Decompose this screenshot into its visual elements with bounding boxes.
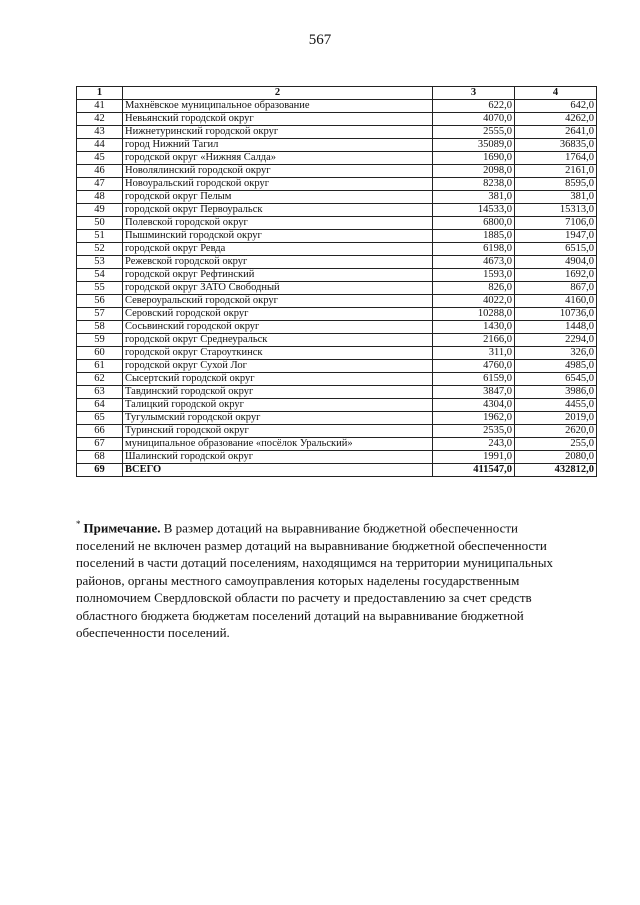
row-value-col3: 2535,0 [433, 425, 515, 438]
table-header-row [77, 87, 597, 100]
row-municipality: Пышминский городской округ [123, 230, 433, 243]
row-number: 66 [77, 425, 123, 438]
row-value-col3: 10288,0 [433, 308, 515, 321]
row-number: 42 [77, 113, 123, 126]
page-number: 567 [308, 32, 332, 48]
table-row [77, 165, 597, 178]
row-value-col3: 4760,0 [433, 360, 515, 373]
row-municipality: Режевской городской округ [123, 256, 433, 269]
row-number: 46 [77, 165, 123, 178]
row-number: 48 [77, 191, 123, 204]
row-number: 64 [77, 399, 123, 412]
row-value-col3: 4304,0 [433, 399, 515, 412]
row-municipality: Сосьвинский городской округ [123, 321, 433, 334]
row-value-col3: 1430,0 [433, 321, 515, 334]
row-number: 43 [77, 126, 123, 139]
table-row [77, 113, 597, 126]
row-municipality: Сысертский городской округ [123, 373, 433, 386]
row-value-col3: 2166,0 [433, 334, 515, 347]
row-value-col4: 1692,0 [515, 269, 597, 282]
row-value-col4: 4904,0 [515, 256, 597, 269]
row-number: 67 [77, 438, 123, 451]
row-value-col4: 4455,0 [515, 399, 597, 412]
row-number: 52 [77, 243, 123, 256]
table-row [77, 373, 597, 386]
row-municipality: городской округ Рефтинский [123, 269, 433, 282]
table-row [77, 321, 597, 334]
row-value-col3: 3847,0 [433, 386, 515, 399]
row-value-col4: 1947,0 [515, 230, 597, 243]
row-value-col3: 1593,0 [433, 269, 515, 282]
row-value-col4: 7106,0 [515, 217, 597, 230]
row-municipality: город Нижний Тагил [123, 139, 433, 152]
row-value-col4: 4160,0 [515, 295, 597, 308]
row-value-col4: 255,0 [515, 438, 597, 451]
row-number: 50 [77, 217, 123, 230]
row-value-col3: 35089,0 [433, 139, 515, 152]
row-municipality: городской округ «Нижняя Салда» [123, 152, 433, 165]
footnote [76, 516, 556, 642]
row-number: 51 [77, 230, 123, 243]
header-col-3: 3 [433, 87, 515, 100]
row-value-col3: 14533,0 [433, 204, 515, 217]
table-row [77, 282, 597, 295]
row-value-col4: 3986,0 [515, 386, 597, 399]
table-row [77, 217, 597, 230]
row-value-col4: 4985,0 [515, 360, 597, 373]
table-row [77, 230, 597, 243]
table-row [77, 399, 597, 412]
row-value-col4: 4262,0 [515, 113, 597, 126]
row-municipality: Тавдинский городской округ [123, 386, 433, 399]
row-municipality: Талицкий городской округ [123, 399, 433, 412]
row-value-col3: 622,0 [433, 100, 515, 113]
row-number: 49 [77, 204, 123, 217]
row-municipality: городской округ Ревда [123, 243, 433, 256]
total-row [77, 464, 597, 477]
row-number: 41 [77, 100, 123, 113]
footnote-mark: * [76, 519, 81, 529]
header-col-2: 2 [123, 87, 433, 100]
header-col-4: 4 [515, 87, 597, 100]
table-row [77, 178, 597, 191]
row-value-col4: 2641,0 [515, 126, 597, 139]
row-municipality: городской округ Пелым [123, 191, 433, 204]
row-number: 53 [77, 256, 123, 269]
row-number: 62 [77, 373, 123, 386]
header-col-1: 1 [77, 87, 123, 100]
table-row [77, 256, 597, 269]
row-value-col3: 1991,0 [433, 451, 515, 464]
row-municipality: городской округ Первоуральск [123, 204, 433, 217]
row-number: 60 [77, 347, 123, 360]
row-value-col4: 6545,0 [515, 373, 597, 386]
row-municipality: муниципальное образование «посёлок Уральский» [123, 438, 433, 451]
total-value-col3: 411547,0 [433, 464, 515, 477]
row-municipality: городской округ Староуткинск [123, 347, 433, 360]
row-value-col4: 2161,0 [515, 165, 597, 178]
row-value-col4: 381,0 [515, 191, 597, 204]
table-row [77, 347, 597, 360]
row-number: 55 [77, 282, 123, 295]
row-municipality: городской округ Среднеуральск [123, 334, 433, 347]
row-number: 44 [77, 139, 123, 152]
row-value-col3: 1962,0 [433, 412, 515, 425]
table-row [77, 126, 597, 139]
row-value-col3: 4673,0 [433, 256, 515, 269]
row-value-col4: 326,0 [515, 347, 597, 360]
row-value-col4: 8595,0 [515, 178, 597, 191]
row-number: 47 [77, 178, 123, 191]
row-number: 57 [77, 308, 123, 321]
row-number: 56 [77, 295, 123, 308]
table-row [77, 425, 597, 438]
row-value-col4: 2080,0 [515, 451, 597, 464]
row-municipality: Новолялинский городской округ [123, 165, 433, 178]
subsidy-table [76, 86, 597, 477]
row-value-col3: 1690,0 [433, 152, 515, 165]
row-value-col3: 381,0 [433, 191, 515, 204]
row-municipality: городской округ Сухой Лог [123, 360, 433, 373]
table-row [77, 191, 597, 204]
row-value-col3: 826,0 [433, 282, 515, 295]
row-value-col3: 243,0 [433, 438, 515, 451]
row-number: 68 [77, 451, 123, 464]
row-number: 65 [77, 412, 123, 425]
table-row [77, 295, 597, 308]
row-municipality: Нижнетуринский городской округ [123, 126, 433, 139]
row-municipality: Шалинский городской округ [123, 451, 433, 464]
row-value-col4: 1764,0 [515, 152, 597, 165]
footnote-text: В размер дотаций на выравнивание бюджетной обеспеченности поселений не включен размер дотаций на выравнивание бюджетной обеспеченности поселений в части дотаций поселениям, находящимся на территории муниципальных районов, органы местного самоуправления которых наделены государственным полномочием Свердловской области по расчету и предоставлению за счет средств областного бюджета бюджетам поселений дотаций на выравнивание бюджетной обеспеченности поселений. [76, 520, 553, 641]
row-number: 54 [77, 269, 123, 282]
table-row [77, 360, 597, 373]
table-row [77, 386, 597, 399]
table-row [77, 152, 597, 165]
total-label: ВСЕГО [123, 464, 433, 477]
row-municipality: Туринский городской округ [123, 425, 433, 438]
row-value-col4: 15313,0 [515, 204, 597, 217]
table-row [77, 100, 597, 113]
row-value-col4: 6515,0 [515, 243, 597, 256]
table-row [77, 204, 597, 217]
table-row [77, 139, 597, 152]
row-number: 59 [77, 334, 123, 347]
footnote-label: Примечание. [83, 520, 161, 536]
table-row [77, 412, 597, 425]
row-value-col4: 2620,0 [515, 425, 597, 438]
row-value-col3: 1885,0 [433, 230, 515, 243]
row-value-col4: 867,0 [515, 282, 597, 295]
table-row [77, 243, 597, 256]
row-municipality: Полевской городской округ [123, 217, 433, 230]
row-municipality: Новоуральский городской округ [123, 178, 433, 191]
row-number: 58 [77, 321, 123, 334]
row-value-col3: 6159,0 [433, 373, 515, 386]
row-value-col3: 2098,0 [433, 165, 515, 178]
row-value-col3: 6800,0 [433, 217, 515, 230]
row-number: 45 [77, 152, 123, 165]
table-row [77, 308, 597, 321]
row-value-col4: 36835,0 [515, 139, 597, 152]
row-municipality: Североуральский городской округ [123, 295, 433, 308]
row-municipality: городской округ ЗАТО Свободный [123, 282, 433, 295]
row-municipality: Невьянский городской округ [123, 113, 433, 126]
row-municipality: Тугулымский городской округ [123, 412, 433, 425]
total-value-col4: 432812,0 [515, 464, 597, 477]
table-row [77, 451, 597, 464]
table-body [77, 100, 597, 464]
table-row [77, 334, 597, 347]
row-value-col4: 642,0 [515, 100, 597, 113]
row-number: 61 [77, 360, 123, 373]
row-number: 63 [77, 386, 123, 399]
total-number: 69 [77, 464, 123, 477]
row-municipality: Махнёвское муниципальное образование [123, 100, 433, 113]
row-value-col4: 2294,0 [515, 334, 597, 347]
row-value-col3: 2555,0 [433, 126, 515, 139]
table-row [77, 438, 597, 451]
row-value-col3: 6198,0 [433, 243, 515, 256]
row-value-col3: 4022,0 [433, 295, 515, 308]
row-value-col3: 4070,0 [433, 113, 515, 126]
row-value-col4: 1448,0 [515, 321, 597, 334]
row-municipality: Серовский городской округ [123, 308, 433, 321]
table-row [77, 269, 597, 282]
row-value-col3: 311,0 [433, 347, 515, 360]
row-value-col4: 10736,0 [515, 308, 597, 321]
row-value-col3: 8238,0 [433, 178, 515, 191]
row-value-col4: 2019,0 [515, 412, 597, 425]
